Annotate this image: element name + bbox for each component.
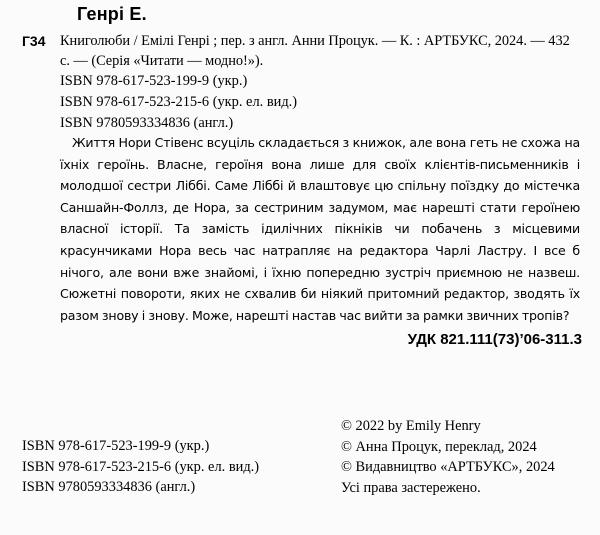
isbn-line: ISBN 9780593334836 (англ.)	[60, 115, 234, 131]
isbn-line: ISBN 978-617-523-199-9 (укр.)	[22, 438, 210, 454]
author-index-code: Г34	[22, 33, 46, 49]
udk-code: УДК 821.111(73)’06-311.3	[407, 331, 582, 348]
isbn-list-bottom	[22, 436, 259, 498]
copyright-line: © Видавництво «АРТБУКС», 2024	[341, 459, 555, 475]
isbn-line: ISBN 978-617-523-215-6 (укр. ел. вид.)	[60, 94, 298, 110]
isbn-list-top	[60, 71, 297, 134]
isbn-line: ISBN 978-617-523-215-6 (укр. ел. вид.)	[22, 458, 260, 475]
copyright-block	[341, 416, 555, 498]
isbn-line: ISBN 9780593334836 (англ.)	[22, 479, 196, 495]
annotation-text: Життя Нори Стівенс всуціль складається з книжок, але вона геть не схожа на їхніх героїнь. Власне, героїня вона лише для своїх клієнтів-письменників і молодшої сестри Ліббі. Саме Ліббі й влаштовує цю спільну поїздку до містечка Саншайн-Фоллз, де Нора, за сестриним задумом, має нарешті стати героїнею власної історії. Та замість ідилічних пікніків чи побачень з місцевими красунчиками Нора весь час натрапляє на редактора Чарлі Ластру. І все б нічого, але вони вже знайомі, і їхню попередню зустріч приємною не назвеш. Сюжетні повороти, яких не схвалив би ніякий притомний редактор, зводять їх разом знову і знову. Може, нарешті настав час вийти за рамки звичних тропів?	[60, 135, 580, 323]
author-heading: Генрі Е.	[77, 4, 147, 24]
isbn-line: ISBN 978-617-523-199-9 (укр.)	[60, 73, 248, 89]
copyright-line: © Анна Процук, переклад, 2024	[341, 438, 537, 455]
copyright-line: © 2022 by Emily Henry	[341, 418, 481, 434]
annotation	[60, 132, 580, 326]
copyright-line: Усі права застережено.	[341, 479, 481, 496]
bibliographic-description: Книголюби / Емілі Генрі ; пер. з англ. Анни Процук. — К. : АРТБУКС, 2024. — 432 с. — (Серія «Читати — модно!»).	[60, 33, 570, 69]
